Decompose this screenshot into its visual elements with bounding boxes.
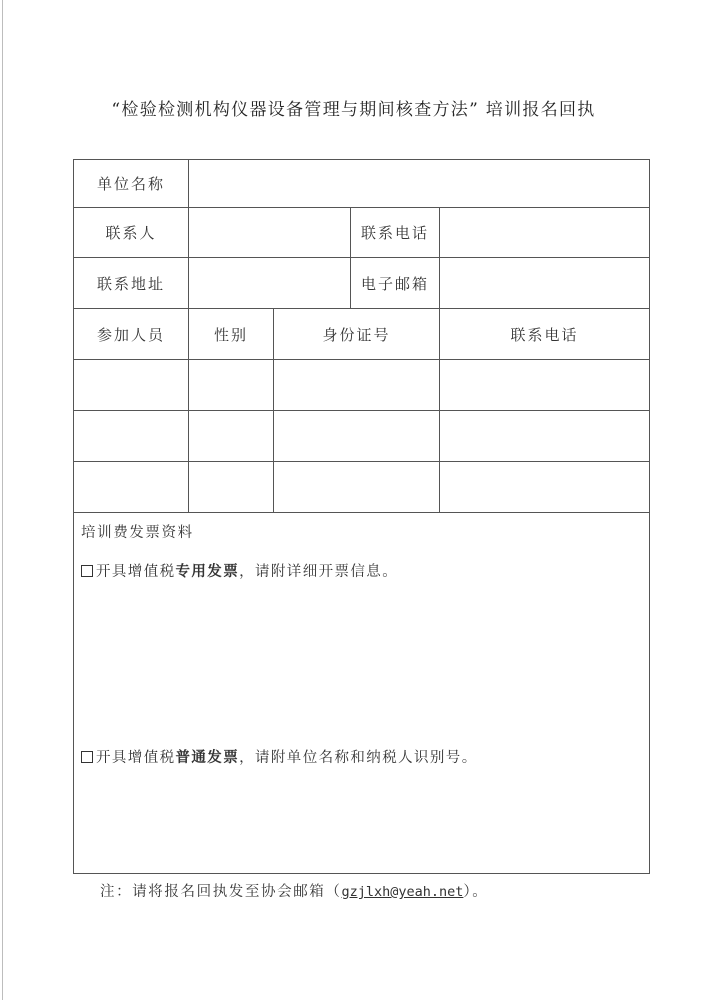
header-phone: 联系电话 [440, 309, 650, 360]
row-contact [74, 208, 650, 258]
header-id-number: 身份证号 [274, 309, 440, 360]
header-gender: 性别 [189, 309, 274, 360]
participant-row [74, 411, 650, 462]
participant-id-cell[interactable] [274, 462, 440, 513]
checkbox-special-invoice[interactable] [81, 565, 93, 577]
participant-phone-cell[interactable] [440, 411, 650, 462]
participant-row [74, 360, 650, 411]
participant-gender-cell[interactable] [189, 411, 274, 462]
email-field[interactable] [440, 258, 650, 309]
registration-form-table [73, 159, 650, 874]
participant-id-cell[interactable] [274, 360, 440, 411]
unit-name-label: 单位名称 [74, 160, 189, 208]
participant-gender-cell[interactable] [189, 360, 274, 411]
normal-invoice-suffix: ，请附单位名称和纳税人识别号。 [239, 750, 478, 766]
email-link[interactable]: gzjlxh@yeah.net [341, 884, 464, 900]
email-label: 电子邮箱 [351, 258, 440, 309]
special-invoice-suffix: ，请附详细开票信息。 [239, 564, 399, 580]
note-suffix: ）。 [463, 884, 489, 900]
address-label: 联系地址 [74, 258, 189, 309]
participant-row [74, 462, 650, 513]
participant-id-cell[interactable] [274, 411, 440, 462]
special-invoice-emphasis: 专用发票 [175, 563, 240, 580]
normal-invoice-emphasis: 普通发票 [175, 749, 240, 766]
contact-phone-field[interactable] [440, 208, 650, 258]
row-unit-name [74, 160, 650, 208]
normal-invoice-prefix: 开具增值税 [96, 750, 176, 766]
participant-name-cell[interactable] [74, 411, 189, 462]
participants-header-row [74, 309, 650, 360]
participant-name-cell[interactable] [74, 360, 189, 411]
note-prefix: 注：请将报名回执发至协会邮箱（ [100, 884, 342, 900]
checkbox-normal-invoice[interactable] [81, 751, 93, 763]
invoice-option-normal[interactable] [81, 746, 478, 767]
participant-phone-cell[interactable] [440, 360, 650, 411]
address-field[interactable] [189, 258, 351, 309]
participant-name-cell[interactable] [74, 462, 189, 513]
page-edge-line [2, 0, 3, 1000]
document-title: “检验检测机构仪器设备管理与期间核查方法” 培训报名回执 [111, 100, 596, 120]
contact-person-label: 联系人 [74, 208, 189, 258]
footer-note [100, 880, 488, 901]
invoice-heading: 培训费发票资料 [81, 525, 194, 541]
special-invoice-prefix: 开具增值税 [96, 564, 176, 580]
row-address [74, 258, 650, 309]
participant-gender-cell[interactable] [189, 462, 274, 513]
header-participant: 参加人员 [74, 309, 189, 360]
participant-phone-cell[interactable] [440, 462, 650, 513]
invoice-row [74, 513, 650, 874]
contact-phone-label: 联系电话 [351, 208, 440, 258]
invoice-section [74, 513, 650, 874]
unit-name-field[interactable] [189, 160, 650, 208]
contact-person-field[interactable] [189, 208, 351, 258]
invoice-option-special[interactable] [81, 560, 398, 581]
